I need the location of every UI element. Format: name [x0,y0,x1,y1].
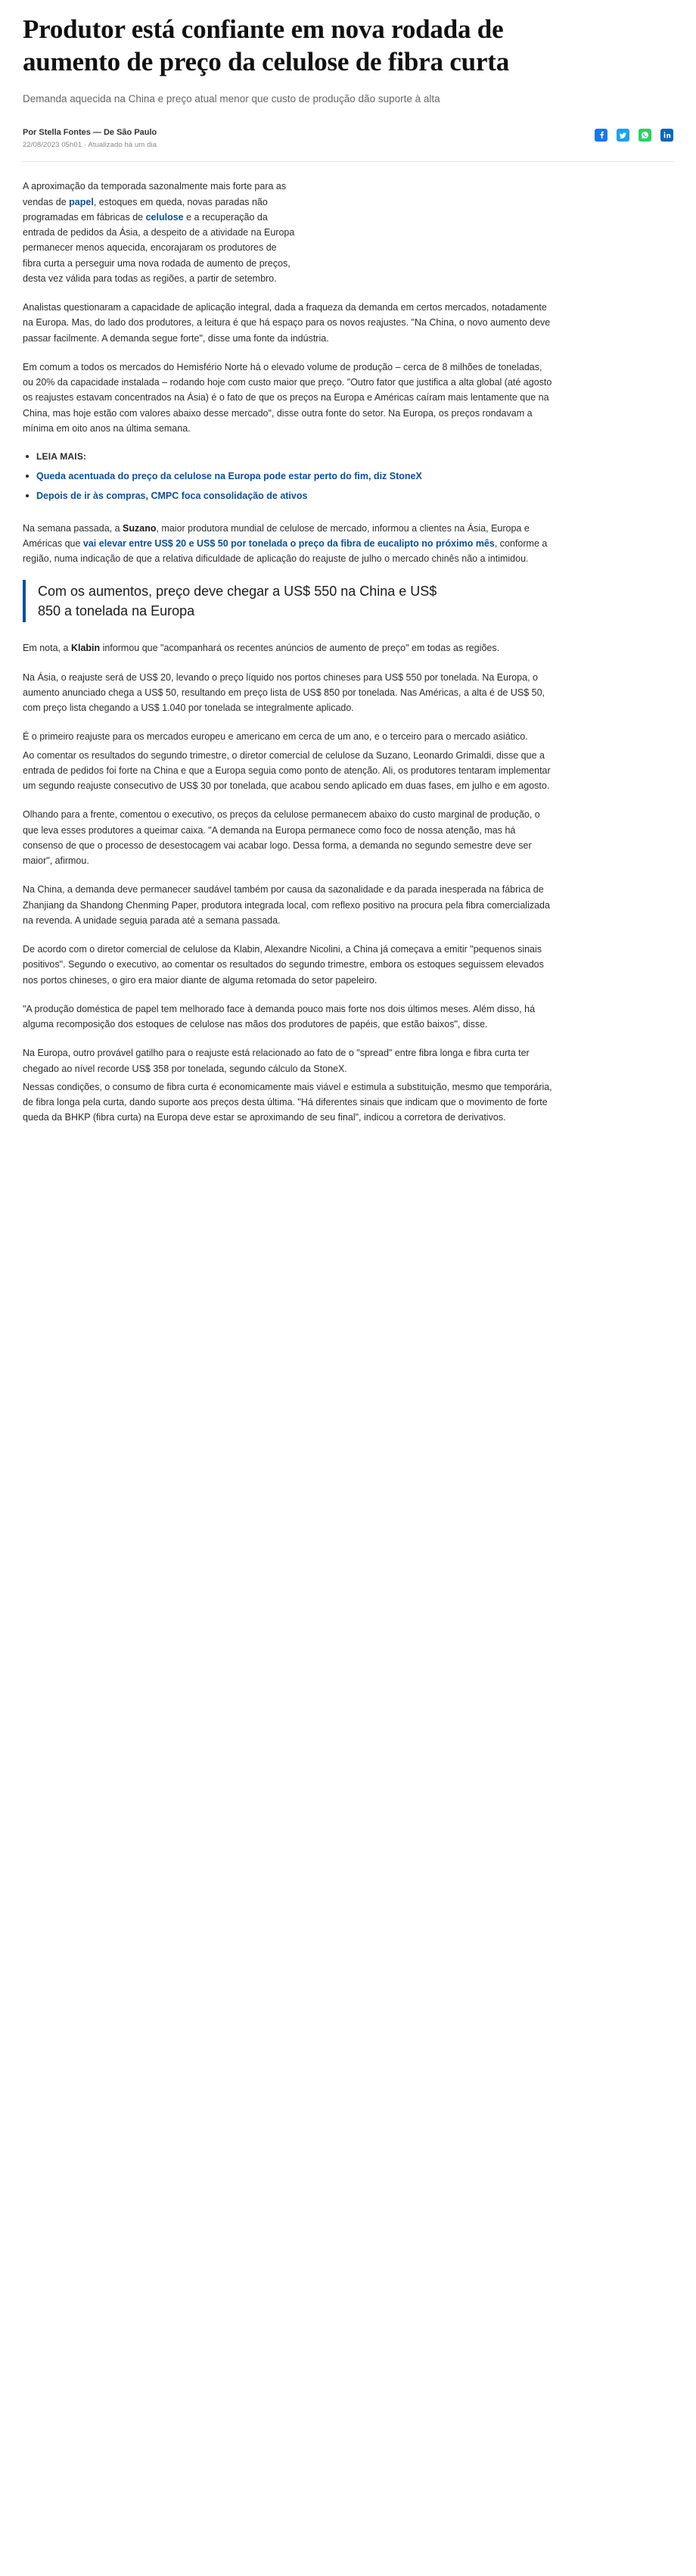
paragraph-6: Na Ásia, o reajuste será de US$ 20, levando o preço líquido nos portos chineses para US$ 550 por tonelada. Na Europa, o aumento anunciado chega a US$ 50, resultando em preço lista de US$ 850 por tonelada. Nas Américas, a alta é de US$ 50, com preço lista chegando a US$ 1.040 por tonelada se integralmente aplicado. [23,671,545,714]
related-link-2[interactable]: Depois de ir às compras, CMPC foca consolidação de ativos [36,491,308,502]
p4-part-a: Na semana passada, a [23,522,123,534]
related-link-item[interactable] [23,469,552,484]
p4-part-c: , maior produtora mundial de celulose de mercado, informou a clientes na Ásia, Europa e Américas que [23,522,530,549]
paragraph-7: É o primeiro reajuste para os mercados europeu e americano em cerca de um ano, e o terceiro para o mercado asiático. [23,731,528,743]
linkedin-share-icon[interactable] [660,129,673,142]
byline-author: Por Stella Fontes — De São Paulo [23,127,157,137]
twitter-share-icon[interactable] [617,129,629,142]
paragraph-14: Nessas condições, o consumo de fibra curta é economicamente mais viável e estimula a substituição, mesmo que temporária, de fibra longa pela curta, dando suporte aos preços desta última. "Há diferentes sinais que indicam que o movimento de forte queda da BHKP (fibra curta) na Europa deve estar se aproximando de seu final", indicou a corretora de derivativos. [23,1081,552,1123]
p1-part-a: A aproximação da temporada sazonalmente mais forte para as vendas de [23,181,287,207]
pullquote [23,580,461,622]
paragraph-11: De acordo com o diretor comercial de celulose da Klabin, Alexandre Nicolini, a China já começava a emitir "pequenos sinais positivos". Segundo o executivo, ao comentar os resultados do segundo trimestre, embora os estoques seguissem elevados nos portos chineses, o giro era maior diante de alguma retomada do setor papeleiro. [23,944,544,986]
paragraph-10: Na China, a demanda deve permanecer saudável também por causa da sazonalidade e da parada inesperada na fábrica de Zhanjiang da Shandong Chenming Paper, produtora integrada local, com reflexo positivo na procura pela fibra comercializada na revenda. A unidade seguia parada até a semana passada. [23,884,550,926]
related-link-item[interactable] [23,489,552,503]
p4-part-e: , conforme a região, numa indicação de que a relativa dificuldade de aplicação do reajuste de julho o mercado chinês não a intimidou. [23,537,548,565]
pullquote-text: Com os aumentos, preço deve chegar a US$ 550 na China e US$ 850 a tonelada na Europa [38,584,437,619]
page-title: Produtor está confiante em nova rodada de aumento de preço da celulose de fibra curta [23,14,510,76]
facebook-share-icon[interactable] [595,129,607,142]
paragraph-13: Na Europa, outro provável gatilho para o reajuste está relacionado ao fato de o "spread" entre fibra longa e fibra curta ter chegado ao nível recorde US$ 358 por tonelada, segundo cálculo da StoneX. [23,1048,530,1074]
byline-date: 22/08/2023 05h01 · Atualizado há um dia [23,140,157,149]
company-klabin: Klabin [70,643,101,654]
paragraph-9: Olhando para a frente, comentou o executivo, os preços da celulose permanecem abaixo do custo marginal de produção, o que leva esses produtores a queimar caixa. "A demanda na Europa permanece como foco de nossa atenção, mas há consenso de que o processo de desestocagem vai acabar logo. Dessa forma, a demanda no segundo semestre deve ser maior", afirmou. [23,809,540,867]
related-link-1[interactable]: Queda acentuada do preço da celulose na Europa pode estar perto do fim, diz StoneX [36,470,422,481]
byline [23,126,157,151]
paragraph-2: Analistas questionaram a capacidade de aplicação integral, dada a fraqueza da demanda em certos mercados, notadamente na Europa. Mas, do lado dos produtores, a leitura é que há espaço para os novos reajustes. "Na China, o novo aumento deve passar facilmente. A demanda segue forte", disse uma fonte da indústria. [23,302,551,344]
paragraph-12: "A produção doméstica de papel tem melhorado face à demanda pouco mais forte nos dois últimos meses. Além disso, há alguma recomposição dos estoques de celulose nas mãos dos produtores de papéis, que estão baixos", disse. [23,1003,536,1030]
link-celulose[interactable]: celulose [145,211,184,223]
p1-part-b: , estoques em queda, novas paradas não programadas em fábricas de [23,196,268,223]
paragraph-8: Ao comentar os resultados do segundo trimestre, o diretor comercial de celulose da Suzano, Leonardo Grimaldi, disse que a entrada de pedidos foi forte na China e que a Europa seguia como ponto de atenção. Ali, os produtores tentaram implementar um segundo reajuste consecutivo de US$ 30 por tonelada, que acabou sendo aplicado em duas fases, em julho e em agosto. [23,749,551,792]
share-bar [595,126,673,142]
whatsapp-share-icon[interactable] [639,129,651,142]
p1-part-c: e a recuperação da entrada de pedidos da Ásia, a despeito de a atividade na Europa permanecer menos aquecida, encorajaram os produtores de fibra curta a perseguir uma nova rodada de aumento de preços, desta vez válida para todas as regiões, a partir de setembro. [23,211,295,284]
related-links-box [23,450,552,503]
paragraph-1 [23,179,295,286]
company-suzano: Suzano [123,522,157,534]
paragraph-4 [23,521,552,567]
paragraph-3: Em comum a todos os mercados do Hemisfério Norte há o elevado volume de produção – cerca de 8 milhões de toneladas, ou 20% da capacidade instalada – rodando hoje com custo maior que preço. "Outro fator que justifica a alta global (até agosto os reajustes estavam concentrados na Ásia) é o fato de que os preços na Europa e Américas caíram mais lentamente que na China, mas hoje estão com valores abaixo desse mercado", disse outra fonte do setor. Na Europa, os preços rondavam a mínima em oito anos na última semana. [23,361,552,434]
link-papel[interactable]: papel [69,196,94,207]
article-standfirst: Demanda aquecida na China e preço atual menor que custo de produção dão suporte à alta [23,93,440,105]
byline-row [23,126,673,163]
p5-part-c: informou que "acompanhará os recentes anúncios de aumento de preço" em todas as regiões. [100,643,500,654]
paragraph-5 [23,640,552,656]
link-aumento-preco[interactable]: vai elevar entre US$ 20 e US$ 50 por tonelada o preço da fibra de eucalipto no próximo mês [82,537,495,549]
article-page [0,0,696,1170]
related-links-title: LEIA MAIS: [23,450,552,464]
article-body [23,179,552,1125]
p5-part-a: Em nota, a [23,643,71,654]
